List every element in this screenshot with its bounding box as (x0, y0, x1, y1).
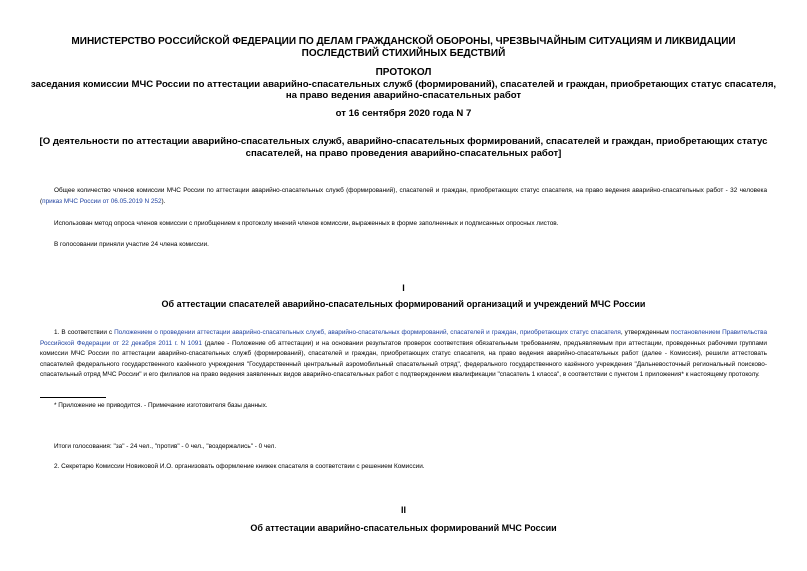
intro-paragraph-members (40, 186, 767, 207)
item1-start: 1. В соответствии с (54, 329, 115, 336)
section-1-numeral: I (402, 283, 405, 293)
document-subject: [О деятельности по аттестации аварийно-спасательных служб, аварийно-спасательных формирований, спасателей и граждан, приобретающих статус спасателей, на право проведения аварийно-спасательных работ] (39, 136, 768, 159)
section-1-item-2: 2. Секретарю Комиссии Новиковой И.О. организовать оформление книжек спасателя в соответствии с решением Комиссии. (54, 463, 425, 470)
footnote-divider (40, 397, 106, 398)
protocol-title: ПРОТОКОЛ (375, 67, 432, 78)
ministry-heading: МИНИСТЕРСТВО РОССИЙСКОЙ ФЕДЕРАЦИИ ПО ДЕЛАМ ГРАЖДАНСКОЙ ОБОРОНЫ, ЧРЕЗВЫЧАЙНЫМ СИТУАЦИЯМ И ЛИКВИДАЦИИ ПОСЛЕДСТВИЙ СТИХИЙНЫХ БЕДСТВИЙ (71, 36, 736, 59)
protocol-subtitle: заседания комиссии МЧС России по аттестации аварийно-спасательных служб (формирований), спасателей и граждан, приобретающих статус спасателя, на право ведения аварийно-спасательных работ (30, 79, 777, 101)
regulation-link[interactable]: Положением о проведении аттестации аварийно-спасательных служб, аварийно-спасательных формирований, спасателей и граждан, приобретающих статус спасателя (114, 329, 621, 336)
section-2-numeral: II (400, 505, 406, 515)
protocol-date: от 16 сентября 2020 года N 7 (335, 108, 472, 119)
intro-text: Общее количество членов комиссии МЧС России по аттестации аварийно-спасательных служб (формирований), спасателей и граждан, приобретающих статус спасателя, на право ведения аварийно-спасательных работ - 32 человека ( (40, 187, 767, 205)
intro-paragraph-voting: В голосовании приняли участие 24 члена комиссии. (54, 241, 209, 248)
section-1-item-1 (40, 328, 767, 381)
footnote-text: * Приложение не приводится. - Примечание изготовителя базы данных. (54, 402, 268, 409)
intro-paragraph-method: Использован метод опроса членов комиссии с приобщением к протоколу мнений членов комиссии, выраженных в форме заполненных и подписанных опросных листов. (54, 220, 559, 227)
section-1-title: Об аттестации спасателей аварийно-спасательных формирований организаций и учреждений МЧС России (161, 299, 646, 309)
item1-rest: (далее - Положение об аттестации) и на основании результатов проверок соответствия обязательным требованиям, предъявляемым при аттестации, проведенных рабочими группами комиссии МЧС России по аттестации аварийно-спасательных служб (формирований), спасателей и граждан, приобретающих статус спасателя, на право ведения аварийно-спасательных работ (далее - Комиссия), решили аттестовать спасателей федерального государственного казённого учреждения "Государственный центральный аэромобильный спасательный отряд", федерального государственного казённого учреждения "Дальневосточный региональный поисково-спасательный отряд МЧС России" и его филиалов на право ведения заявленных видов аварийно-спасательных работ с подтверждением квалификации "спасатель 1 класса", в соответствии с пунктом 1 приложения* к настоящему протоколу. (40, 339, 767, 378)
section-2-title: Об аттестации аварийно-спасательных формирований МЧС России (250, 523, 557, 533)
voting-results: Итоги голосования: "за" - 24 чел., "против" - 0 чел., "воздержались" - 0 чел. (54, 443, 277, 450)
item1-mid: , утвержденным (620, 329, 671, 336)
government-decree-link[interactable]: постановлением Правительства Российской Федерации от 22 декабря 2011 г. N 1091 (40, 329, 768, 347)
intro-text-end: ). (161, 197, 166, 205)
order-link[interactable]: приказ МЧС России от 06.05.2019 N 252 (42, 197, 162, 205)
